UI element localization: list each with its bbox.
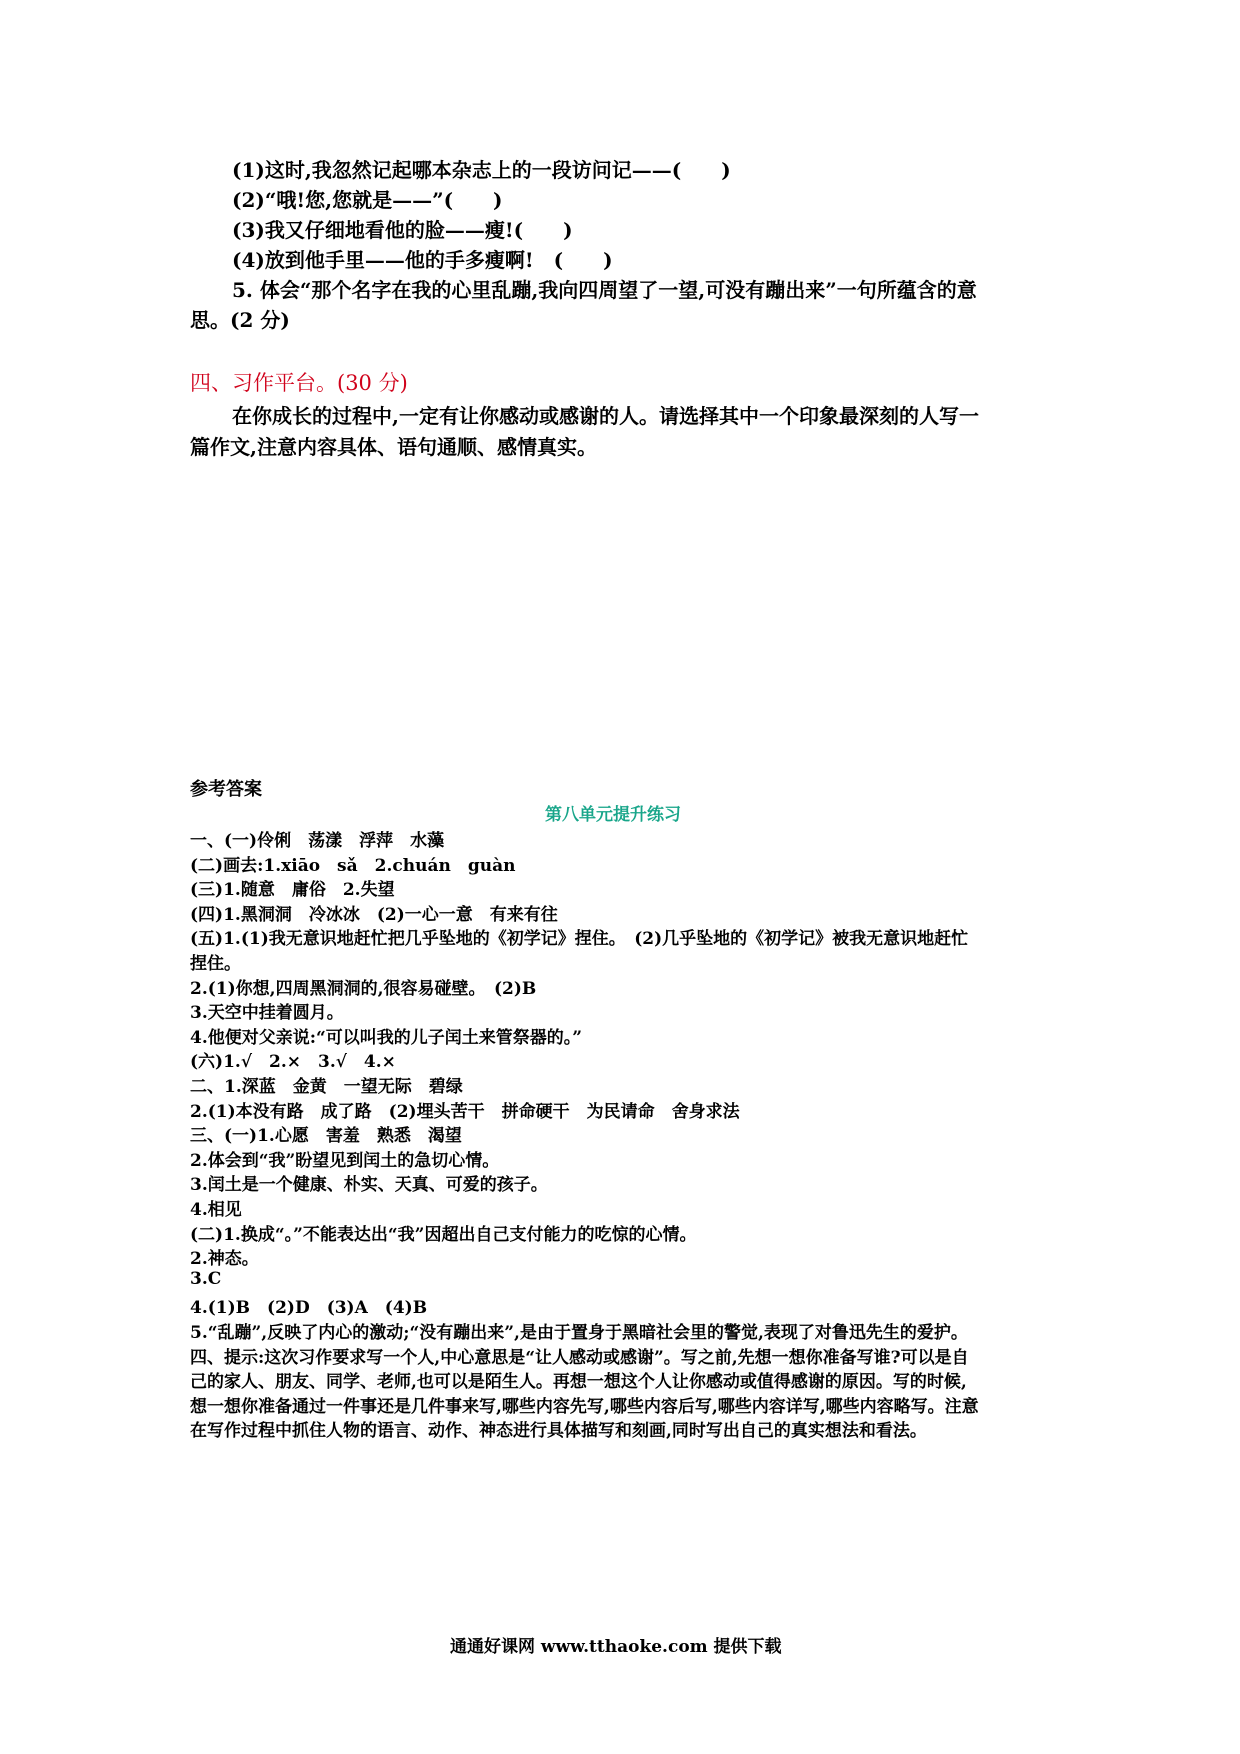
answer-line: 4.(1)B (2)D (3)A (4)B (190, 1298, 428, 1318)
answer-line: 四、提示:这次习作要求写一个人,中心意思是“让人感动或感谢”。写之前,先想一想你准备写谁?可以是自 (190, 1348, 969, 1368)
answer-line: (二)画去:1.xiāo sǎ 2.chuán guàn (190, 856, 516, 876)
answer-line: 在写作过程中抓住人物的语言、动作、神态进行具体描写和刻画,同时写出自己的真实想法和看法。 (190, 1421, 927, 1441)
question-item-2: (2)“哦!您,您就是——”( ) (232, 188, 503, 212)
answer-line: 2.(1)你想,四周黑洞洞的,很容易碰壁。 (2)B (190, 979, 537, 999)
question-5-line-1: 5. 体会“那个名字在我的心里乱蹦,我向四周望了一望,可没有蹦出来”一句所蕴含的意 (232, 278, 977, 302)
answer-line: 想一想你准备通过一件事还是几件事来写,哪些内容先写,哪些内容后写,哪些内容详写,哪些内容略写。注意 (190, 1397, 979, 1417)
answers-heading: 参考答案 (190, 779, 262, 800)
answer-line: (五)1.(1)我无意识地赶忙把几乎坠地的《初学记》捏住。 (2)几乎坠地的《初学记》被我无意识地赶忙 (190, 929, 969, 949)
answer-line: (三)1.随意 庸俗 2.失望 (190, 880, 395, 900)
answer-line: (六)1.√ 2.× 3.√ 4.× (190, 1052, 396, 1072)
footer-credit: 通通好课网 www.tthaoke.com 提供下载 (450, 1637, 782, 1657)
unit-title: 第八单元提升练习 (545, 805, 681, 825)
answer-line: 捏住。 (190, 954, 241, 974)
answer-line: 2.体会到“我”盼望见到闰土的急切心情。 (190, 1151, 500, 1171)
answer-line: 一、(一)伶俐 荡漾 浮萍 水藻 (190, 831, 445, 851)
answer-line: 己的家人、朋友、同学、老师,也可以是陌生人。再想一想这个人让你感动或值得感谢的原因。写的时候, (190, 1372, 967, 1392)
answer-line: 2.(1)本没有路 成了路 (2)埋头苦干 拼命硬干 为民请命 舍身求法 (190, 1102, 740, 1122)
answer-line: 3.天空中挂着圆月。 (190, 1003, 344, 1023)
answer-line: 3.闰土是一个健康、朴实、天真、可爱的孩子。 (190, 1175, 548, 1195)
answer-line: 三、(一)1.心愿 害羞 熟悉 渴望 (190, 1126, 462, 1146)
answer-line: 3.C (190, 1269, 222, 1289)
answer-line: (二)1.换成“。”不能表达出“我”因超出自己支付能力的吃惊的心情。 (190, 1225, 697, 1245)
question-5-line-2: 思。(2 分) (190, 308, 290, 332)
question-item-1: (1)这时,我忽然记起哪本杂志上的一段访问记——( ) (232, 158, 731, 182)
answer-line: 5.“乱蹦”,反映了内心的激动;“没有蹦出来”,是由于置身于黑暗社会里的警觉,表现了对鲁迅先生的爱护。 (190, 1323, 968, 1343)
answer-line: 二、1.深蓝 金黄 一望无际 碧绿 (190, 1077, 463, 1097)
answer-line: 4.相见 (190, 1200, 242, 1220)
answer-line: 2.神态。 (190, 1249, 259, 1269)
section-4-title: 四、习作平台。(30 分) (190, 371, 408, 395)
question-item-3: (3)我又仔细地看他的脸——瘦!( ) (232, 218, 573, 242)
question-item-4: (4)放到他手里——他的手多瘦啊! ( ) (232, 248, 613, 272)
section-4-text-line-2: 篇作文,注意内容具体、语句通顺、感情真实。 (190, 435, 597, 459)
answer-line: (四)1.黑洞洞 冷冰冰 (2)一心一意 有来有往 (190, 905, 558, 925)
section-4-text-line-1: 在你成长的过程中,一定有让你感动或感谢的人。请选择其中一个印象最深刻的人写一 (232, 404, 979, 428)
answer-line: 4.他便对父亲说:“可以叫我的儿子闰土来管祭器的。” (190, 1028, 583, 1048)
